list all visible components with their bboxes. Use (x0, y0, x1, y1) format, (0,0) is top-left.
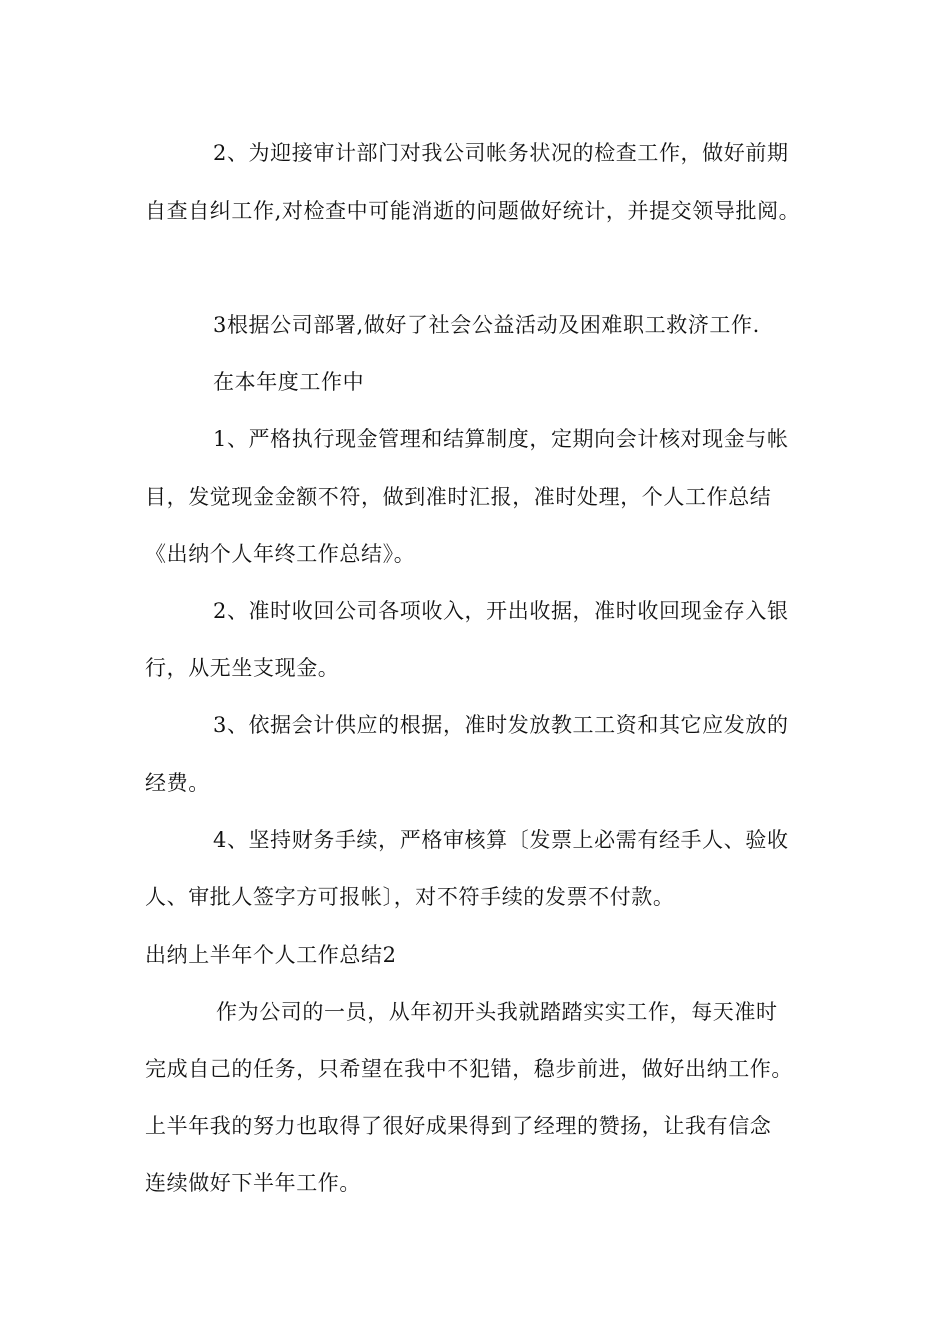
text-line-15: 作为公司的一员，从年初开头我就踏踏实实工作，每天准时 (216, 1000, 778, 1024)
text-line-18: 连续做好下半年工作。 (145, 1171, 361, 1195)
text-line-1: 2、为迎接审计部门对我公司帐务状况的检查工作，做好前期 (213, 141, 789, 165)
text-line-2: 自查自纠工作,对检查中可能消逝的问题做好统计，并提交领导批阅。 (145, 199, 801, 223)
text-line-17: 上半年我的努力也取得了很好成果得到了经理的赞扬，让我有信念 (145, 1114, 772, 1138)
text-line-8: 2、准时收回公司各项收入，开出收据，准时收回现金存入银 (213, 599, 789, 623)
text-line-6: 目，发觉现金金额不符，做到准时汇报，准时处理，个人工作总结 (145, 485, 772, 509)
text-line-16: 完成自己的任务，只希望在我中不犯错，稳步前进，做好出纳工作。 (145, 1057, 793, 1081)
text-line-3: 3根据公司部署,做好了社会公益活动及困难职工救济工作. (213, 313, 760, 337)
section-heading: 出纳上半年个人工作总结2 (145, 943, 397, 967)
text-line-7: 《出纳个人年终工作总结》。 (145, 542, 416, 566)
text-line-10: 3、依据会计供应的根据，准时发放教工工资和其它应发放的 (213, 713, 789, 737)
text-line-4: 在本年度工作中 (213, 370, 365, 394)
text-line-12: 4、坚持财务手续，严格审核算〔发票上必需有经手人、验收 (213, 828, 789, 852)
text-line-5: 1、严格执行现金管理和结算制度，定期向会计核对现金与帐 (213, 427, 789, 451)
text-line-11: 经费。 (145, 771, 210, 795)
text-line-9: 行，从无坐支现金。 (145, 656, 340, 680)
text-line-13: 人、审批人签字方可报帐〕，对不符手续的发票不付款。 (145, 885, 675, 909)
